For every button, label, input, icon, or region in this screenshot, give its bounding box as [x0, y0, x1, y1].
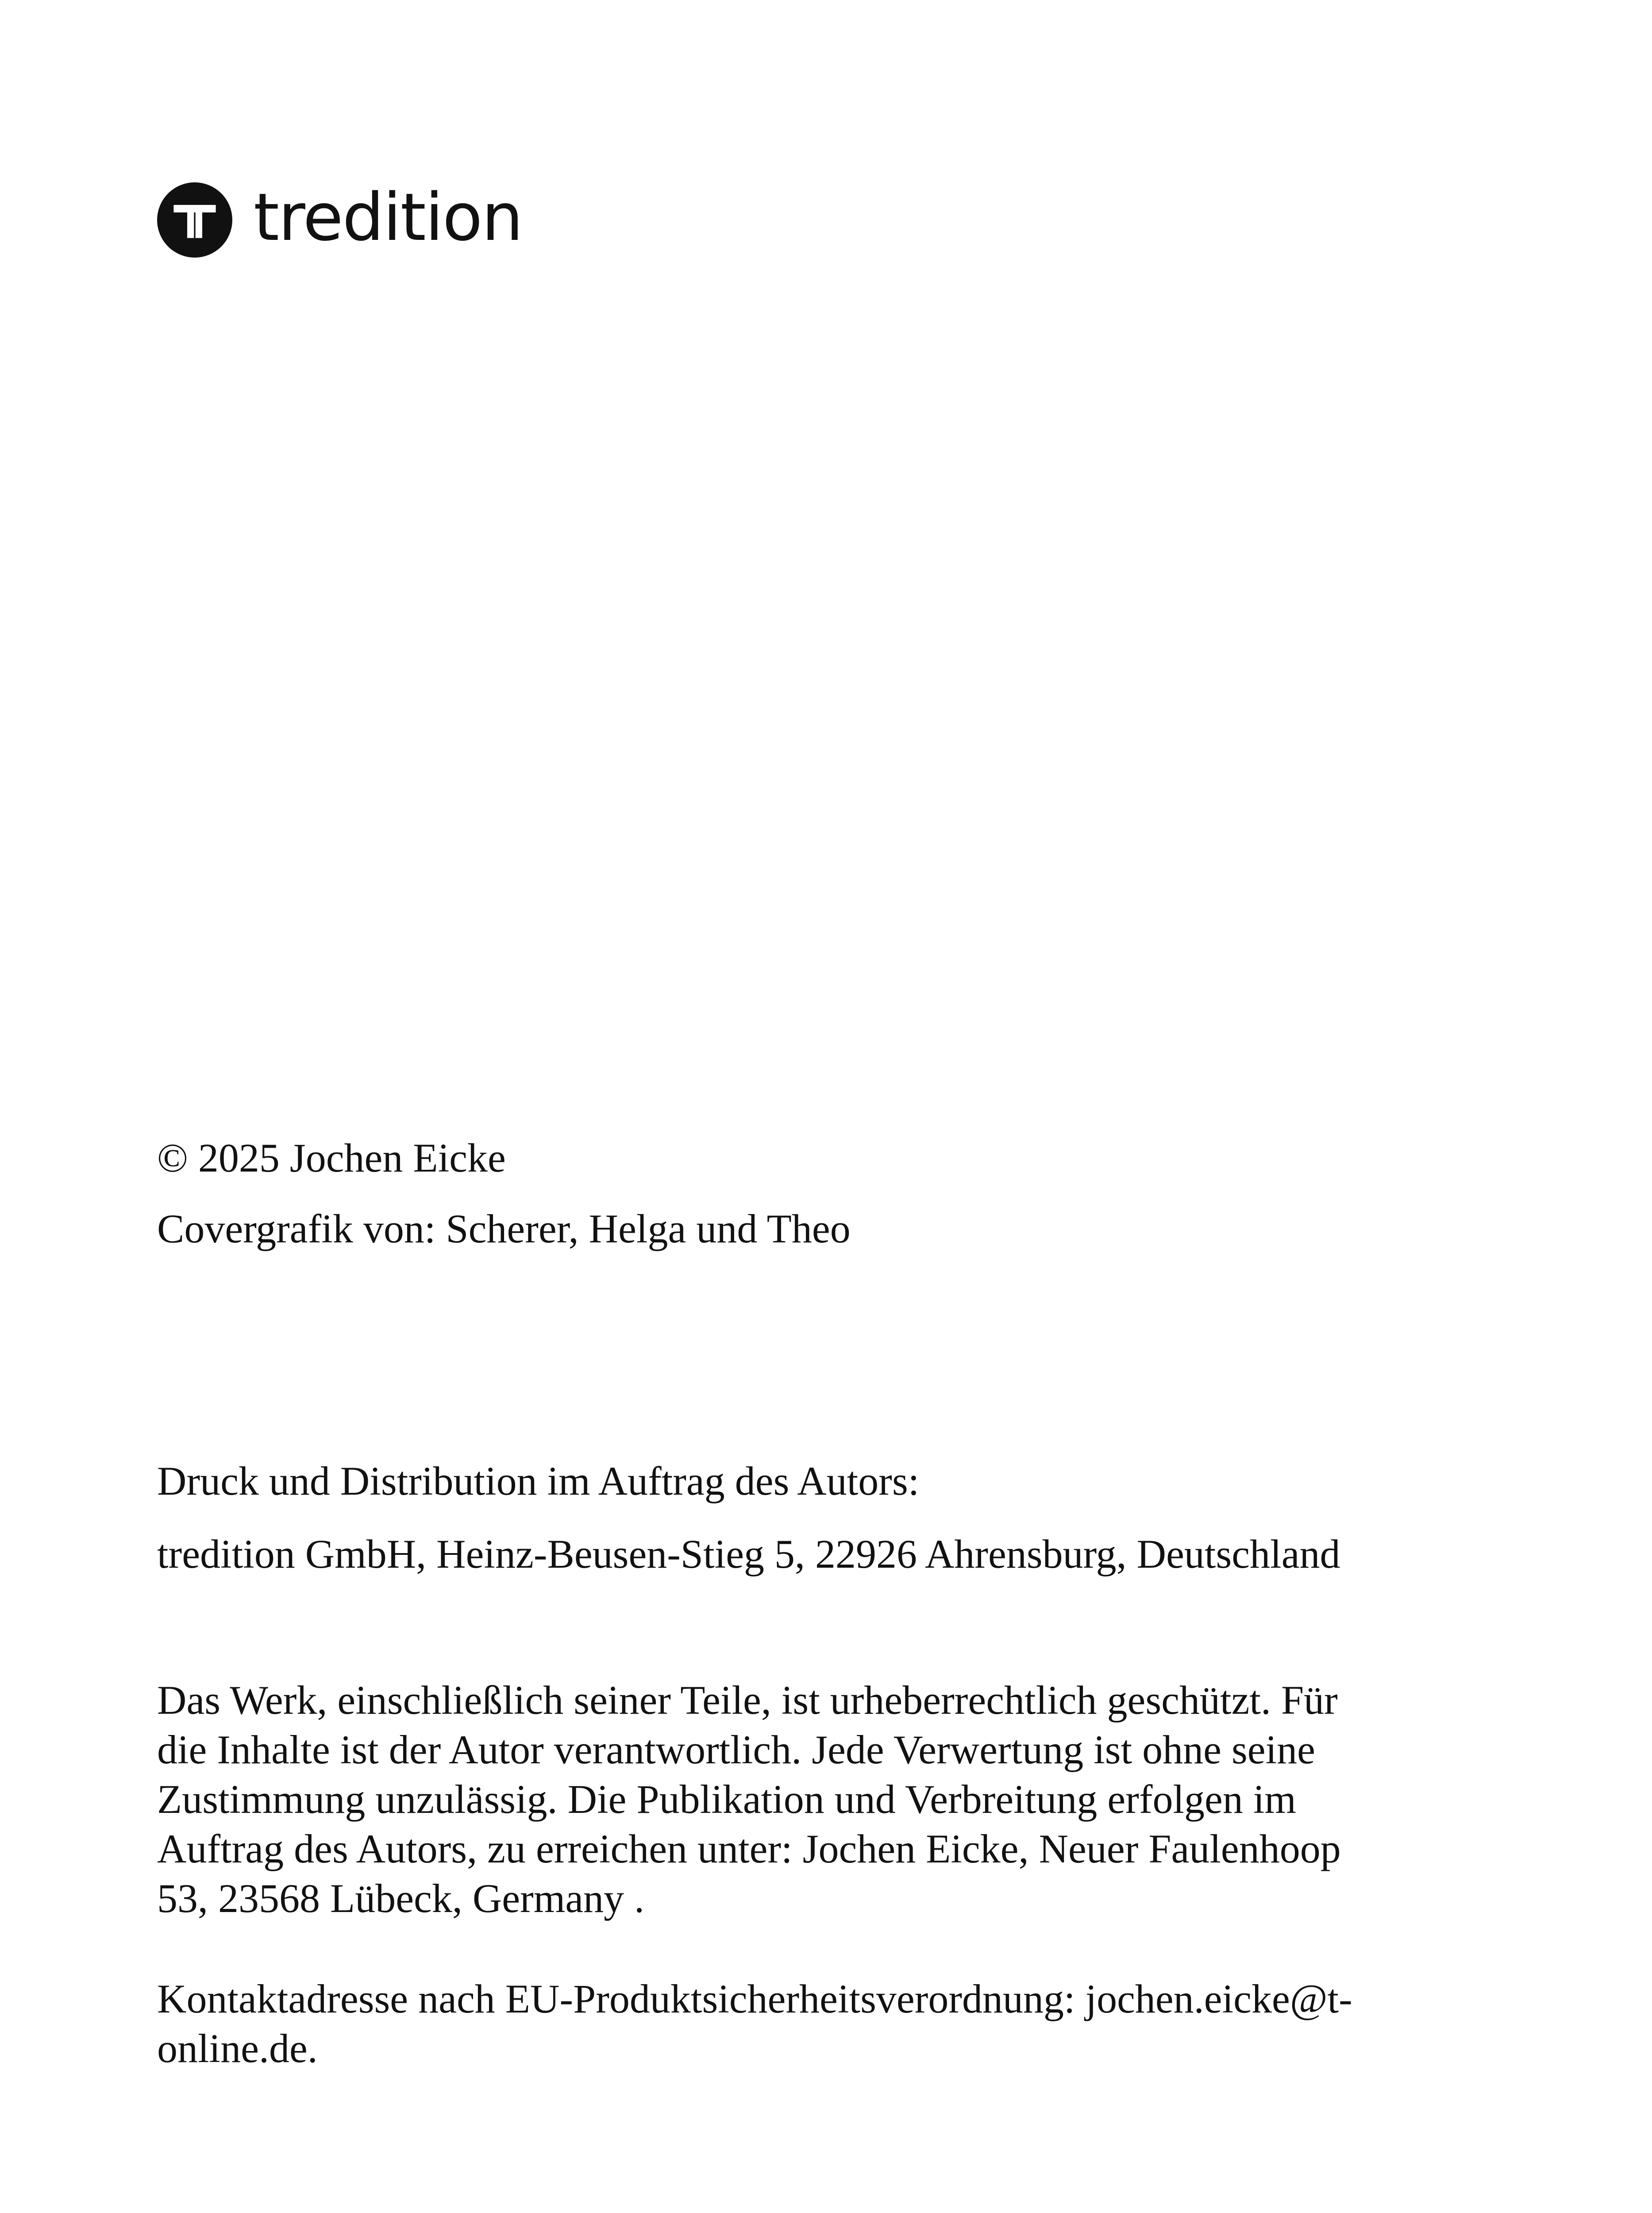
contact-notice: [157, 1974, 1485, 2073]
publisher-logo: [157, 179, 523, 258]
contact-notice-line: online.de.: [157, 2026, 318, 2071]
legal-notice-line: Das Werk, einschließlich seiner Teile, ist urheberrechtlich geschützt. Für: [157, 1677, 1338, 1723]
legal-notice-line: Zustimmung unzulässig. Die Publikation und Verbreitung erfolgen im: [157, 1777, 1296, 1822]
legal-notice-line: Auftrag des Autors, zu erreichen unter: Jochen Eicke, Neuer Faulenhoop: [157, 1826, 1341, 1871]
printing-address: tredition GmbH, Heinz-Beusen-Stieg 5, 22926 Ahrensburg, Deutschland: [157, 1531, 1340, 1577]
legal-notice-line: 53, 23568 Lübeck, Germany .: [157, 1876, 645, 1921]
tredition-logo-icon: [157, 182, 232, 258]
legal-notice-line: die Inhalte ist der Autor verantwortlich. Jede Verwertung ist ohne seine: [157, 1727, 1316, 1772]
printing-label: Druck und Distribution im Auftrag des Autors:: [157, 1458, 920, 1504]
cover-credit-line: Covergrafik von: Scherer, Helga und Theo: [157, 1206, 851, 1251]
legal-notice: [157, 1675, 1485, 1923]
contact-notice-line: Kontaktadresse nach EU-Produktsicherheitsverordnung: jochen.eicke@t-: [157, 1976, 1352, 2021]
publisher-name: tredition: [254, 179, 523, 255]
copyright-line: © 2025 Jochen Eicke: [157, 1135, 506, 1180]
